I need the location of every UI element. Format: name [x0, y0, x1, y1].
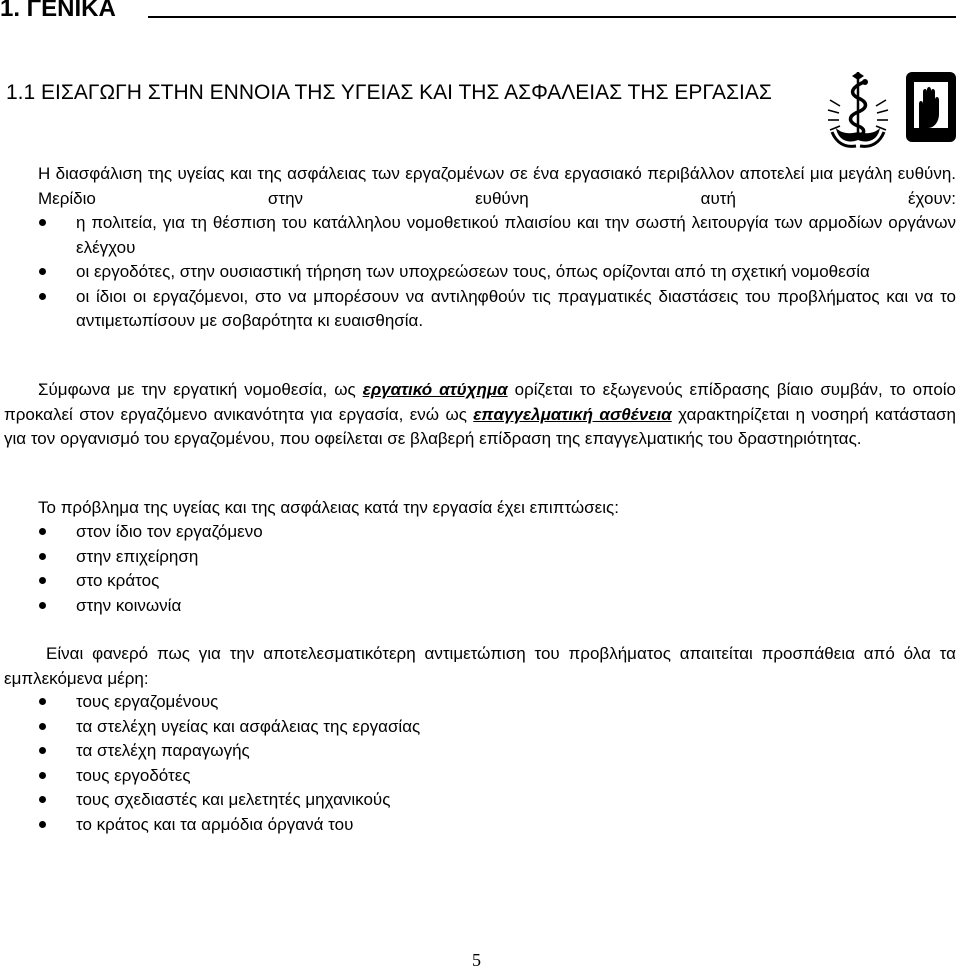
chapter-title: 1. ΓΕΝΙΚΑ [0, 0, 116, 22]
list-item: τους σχεδιαστές και μελετητές μηχανικούς [76, 788, 956, 813]
term-work-accident: εργατικό ατύχημα [362, 380, 508, 399]
definition-text-2: ορίζεται το εξωγενούς επίδρασης βίαιο συμβάν, το οποίο προκαλεί στον εργαζόμενο ανικανότητα για εργασία, ενώ ως [4, 380, 957, 424]
list-item: τους εργαζομένους [76, 690, 956, 715]
impact-list [76, 520, 956, 618]
list-item: στην επιχείρηση [76, 545, 956, 570]
chapter-rule [148, 16, 956, 18]
involvement-paragraph: Είναι φανερό πως για την αποτελεσματικότερη αντιμετώπιση του προβλήματος απαιτείται προσπάθεια από όλα τα εμπλεκόμενα μέρη: [4, 644, 956, 688]
list-item: το κράτος και τα αρμόδια όργανά του [76, 813, 956, 838]
list-item: στην κοινωνία [76, 594, 956, 619]
list-item: τα στελέχη υγείας και ασφάλειας της εργασίας [76, 715, 956, 740]
caduceus-hands-safety-logo [822, 70, 960, 150]
impact-paragraph: Το πρόβλημα της υγείας και της ασφάλειας κατά την εργασία έχει επιπτώσεις: [38, 498, 619, 517]
definition-text-1: Σύμφωνα με την εργατική νομοθεσία, ως [38, 380, 363, 399]
list-item: οι εργοδότες, στην ουσιαστική τήρηση των υποχρεώσεων τους, όπως ορίζονται από τη σχετική νομοθεσία [76, 260, 956, 285]
definition-text-3: χαρακτηρίζεται η νοσηρή κατάσταση για τον οργανισμό του εργαζομένου, που οφείλεται σε βλαβερή επίδραση της επαγγελματικής του δραστηριότητας. [4, 404, 956, 448]
responsibility-list [76, 211, 956, 334]
page-number: 5 [472, 950, 481, 970]
section-title: 1.1 ΕΙΣΑΓΩΓΗ ΣΤΗΝ ΕΝΝΟΙΑ ΤΗΣ ΥΓΕΙΑΣ ΚΑΙ ΤΗΣ ΑΣΦΑΛΕΙΑΣ ΤΗΣ ΕΡΓΑΣΙΑΣ [6, 81, 772, 104]
term-occupational-disease: επαγγελματική ασθένεια [473, 404, 672, 424]
stakeholders-list [76, 690, 956, 837]
list-item: στον ίδιο τον εργαζόμενο [76, 520, 956, 545]
list-item: οι ίδιοι οι εργαζόμενοι, στο να μπορέσουν να αντιληφθούν τις πραγματικές διαστάσεις του προβλήματος και να το αντιμετωπίσουν με σοβαρότητα κι ευαισθησία. [76, 285, 956, 334]
list-item: τους εργοδότες [76, 764, 956, 789]
intro-paragraph: Η διασφάλιση της υγείας και της ασφάλειας των εργαζομένων σε ένα εργασιακό περιβάλλον αποτελεί μια μεγάλη ευθύνη. Μερίδιο στην ευθύνη αυτή έχουν: [38, 164, 956, 208]
list-item: η πολιτεία, για τη θέσπιση του κατάλληλου νομοθετικού πλαισίου και την σωστή λειτουργία των αρμοδίων οργάνων ελέγχου [76, 211, 956, 260]
list-item: τα στελέχη παραγωγής [76, 739, 956, 764]
list-item: στο κράτος [76, 569, 956, 594]
definition-paragraph [4, 378, 956, 452]
